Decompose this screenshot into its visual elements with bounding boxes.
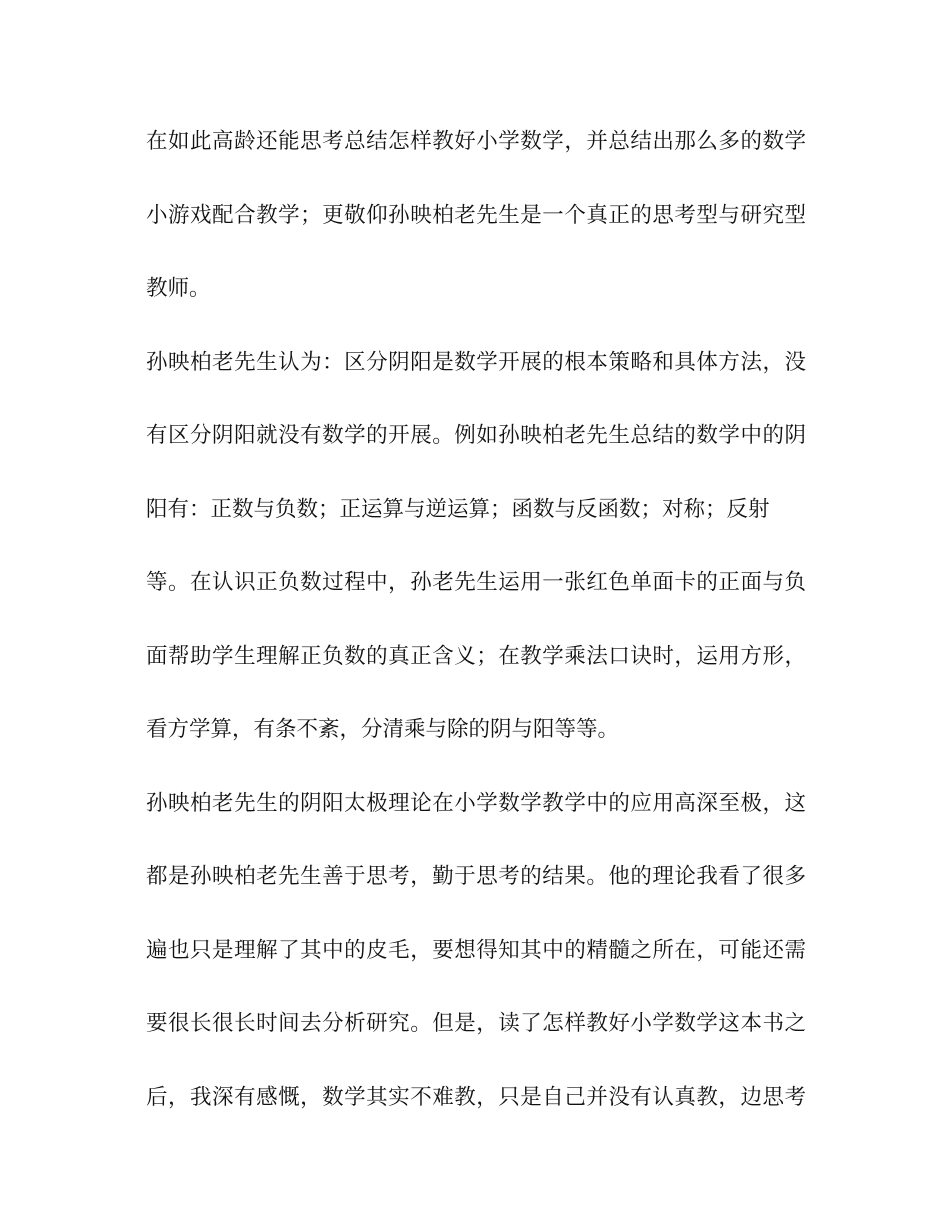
text-line-6: 阳有：正数与负数；正运算与逆运算；函数与反函数；对称；反射 (146, 496, 770, 522)
text-line-10: 孙映柏老先生的阴阳太极理论在小学数学教学中的应用高深至极，这 (146, 790, 806, 816)
text-line-5: 有区分阴阳就没有数学的开展。例如孙映柏老先生总结的数学中的阴 (146, 423, 806, 448)
text-line-1: 在如此高龄还能思考总结怎样教好小学数学，并总结出那么多的数学 (146, 129, 806, 154)
text-line-12: 遍也只是理解了其中的皮毛，要想得知其中的精髓之所在，可能还需 (146, 937, 806, 963)
text-line-2: 小游戏配合教学；更敬仰孙映柏老先生是一个真正的思考型与研究型 (146, 202, 806, 228)
document-body (146, 112, 806, 1141)
text-line-14: 后，我深有感慨，数学其实不难教，只是自己并没有认真教，边思考 (146, 1084, 806, 1110)
text-line-11: 都是孙映柏老先生善于思考，勤于思考的结果。他的理论我看了很多 (146, 864, 806, 889)
text-line-3: 教师。 (146, 276, 211, 301)
text-line-7: 等。在认识正负数过程中，孙老先生运用一张红色单面卡的正面与负 (146, 570, 806, 595)
text-line-9: 看方学算，有条不紊，分清乘与除的阴与阳等等。 (146, 717, 620, 742)
text-line-4: 孙映柏老先生认为：区分阴阳是数学开展的根本策略和具体方法，没 (146, 349, 806, 375)
text-line-13: 要很长很长时间去分析研究。但是，读了怎样教好小学数学这本书之 (146, 1011, 806, 1036)
text-line-8: 面帮助学生理解正负数的真正含义；在教学乘法口诀时，运用方形， (146, 643, 806, 669)
